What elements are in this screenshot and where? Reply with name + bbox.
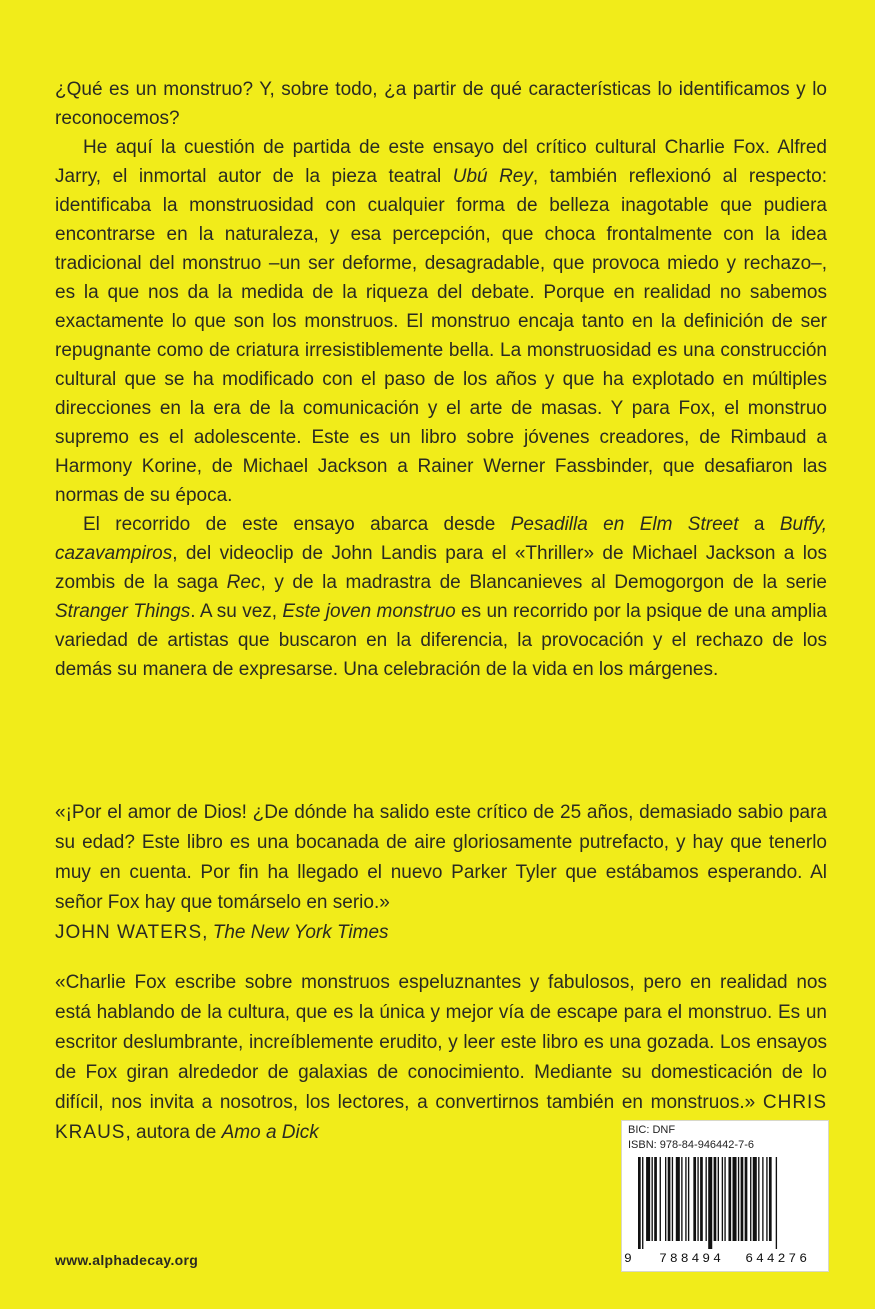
bic-code: BIC: DNF <box>628 1124 676 1136</box>
synopsis-paragraph-2 <box>55 133 827 510</box>
barcode-bar <box>672 1157 673 1241</box>
barcode-box <box>621 1120 829 1272</box>
synopsis-paragraph-1: ¿Qué es un monstruo? Y, sobre todo, ¿a partir de qué características lo identificamos y lo reconocemos? <box>55 79 827 129</box>
title-pesadilla: Pesadilla en Elm Street <box>510 514 739 535</box>
barcode-bar <box>668 1157 671 1241</box>
barcode-bar <box>700 1157 703 1241</box>
barcode-bar <box>638 1157 641 1249</box>
quote-text: «¡Por el amor de Dios! ¿De dónde ha salido este crítico de 25 años, demasiado sabio para su edad? Este libro es una bocanada de aire gloriosamente putrefacto, y hay que tenerlo muy en cuenta. Por fin ha llegado el nuevo Parker Tyler que estábamos esperando. Al señor Fox hay que tomárselo en serio.» <box>55 802 827 913</box>
barcode-bar <box>724 1157 725 1241</box>
barcode-bar <box>758 1157 759 1241</box>
review-quote-waters <box>55 798 827 948</box>
barcode-bar <box>745 1157 748 1241</box>
barcode-bar <box>741 1157 744 1241</box>
barcode-bar <box>660 1157 661 1241</box>
text-run: «Charlie Fox escribe sobre monstruos espeluznantes y fabulosos, pero en realidad nos está hablando de la cultura, que es la única y mejor vía de escape para el monstruo. Es un escritor deslumbrante, increíblemente erudito, y leer este libro es una gozada. Los ensayos de Fox giran alrededor de galaxias de conocimiento. Mediante su domesticación de lo difícil, nos invita a nosotros, los lectores, a convertirnos también en monstruos.» <box>55 972 827 1113</box>
synopsis <box>55 75 827 684</box>
barcode-bar <box>722 1157 723 1241</box>
text-run: es un recorrido por la psique de una amplia variedad de artistas que buscaron en la diferencia, la provocación y el rechazo de los demás su manera de expresarse. Una celebración de la vida en los márgenes. <box>55 601 827 680</box>
barcode-bar <box>685 1157 686 1241</box>
quote-author: CHRIS KRAUS <box>55 1092 827 1143</box>
barcode-bar <box>718 1157 719 1241</box>
barcode-bar <box>642 1157 643 1249</box>
text-run: He aquí la cuestión de partida de este ensayo del crítico cultural Charlie Fox. Alfred Jarry, el inmortal autor de la pieza teatral <box>55 137 827 187</box>
barcode-bar <box>769 1157 772 1241</box>
barcode-bar <box>776 1157 777 1249</box>
text-run: , y de la madrastra de Blancanieves al Demogorgon de la serie <box>260 572 828 593</box>
text-run: a <box>738 514 780 535</box>
title-este-joven-monstruo: Este joven monstruo <box>282 601 456 622</box>
barcode-bar <box>654 1157 657 1241</box>
title-ubu-rey: Ubú Rey <box>452 166 533 187</box>
barcode-bar <box>676 1157 680 1241</box>
barcode-bar <box>693 1157 696 1241</box>
quote-source: The New York Times <box>212 922 389 943</box>
text-run: , autora de <box>125 1122 222 1143</box>
text-run: El recorrido de este ensayo abarca desde <box>83 514 511 535</box>
barcode-digits-left: 788494 <box>659 1251 724 1266</box>
barcode-meta <box>628 1123 754 1153</box>
barcode-digits <box>624 1251 824 1266</box>
barcode-bar <box>681 1157 682 1241</box>
quote-source: Amo a Dick <box>221 1122 319 1143</box>
isbn-code: ISBN: 978-84-946442-7-6 <box>628 1139 754 1151</box>
barcode-bar <box>766 1157 767 1241</box>
title-stranger-things: Stranger Things <box>55 601 191 622</box>
barcode-bar <box>688 1157 689 1241</box>
title-rec: Rec <box>226 572 261 593</box>
text-run: , del videoclip de John Landis para el «Thriller» de Michael Jackson a los zombis de la saga <box>55 543 827 593</box>
barcode-bar <box>665 1157 666 1241</box>
text-run: , también reflexionó al respecto: identificaba la monstruosidad con cualquier forma de belleza inagotable que pudiera encontrarse en la naturaleza, y esa percepción, que choca frontalmente con la idea tradicional del monstruo –un ser deforme, desagradable, que provoca miedo y rechazo–, es la que nos da la medida de la riqueza del debate. Porque en realidad no sabemos exactamente lo que son los monstruos. El monstruo encaja tanto en la definición de ser repugnante como de criatura irresistiblemente bella. La monstruosidad es una construcción cultural que se ha modificado con el paso de los años y que ha explotado en múltiples direcciones en la era de la comunicación y el arte de masas. Y para Fox, el monstruo supremo es el adolescente. Este es un libro sobre jóvenes creadores, de Rimbaud a Harmony Korine, de Michael Jackson a Rainer Werner Fassbinder, que desafiaron las normas de su época. <box>55 166 827 506</box>
barcode-bar <box>738 1157 739 1241</box>
barcode-bar <box>652 1157 653 1241</box>
barcode-bar <box>750 1157 751 1241</box>
barcode-bar <box>753 1157 757 1241</box>
barcode-bar <box>706 1157 707 1241</box>
barcode-icon <box>636 1157 822 1249</box>
barcode-bar <box>762 1157 763 1241</box>
barcode-bar <box>646 1157 650 1241</box>
barcode-digits-right: 644276 <box>745 1251 810 1266</box>
publisher-url[interactable]: www.alphadecay.org <box>55 1252 199 1268</box>
text-run: . A su vez, <box>190 601 283 622</box>
quote-attribution <box>55 918 827 948</box>
text-run: , <box>202 922 213 943</box>
barcode-bar <box>733 1157 737 1241</box>
barcode-bar <box>708 1157 712 1249</box>
quote-author: JOHN WATERS <box>55 922 203 943</box>
barcode-digit-first: 9 <box>624 1251 632 1266</box>
synopsis-paragraph-3 <box>55 510 827 684</box>
barcode-bar <box>697 1157 698 1241</box>
title-buffy: Buffy, cazavampiros <box>55 514 827 564</box>
barcode-bar <box>728 1157 731 1241</box>
barcode-bar <box>714 1157 717 1241</box>
